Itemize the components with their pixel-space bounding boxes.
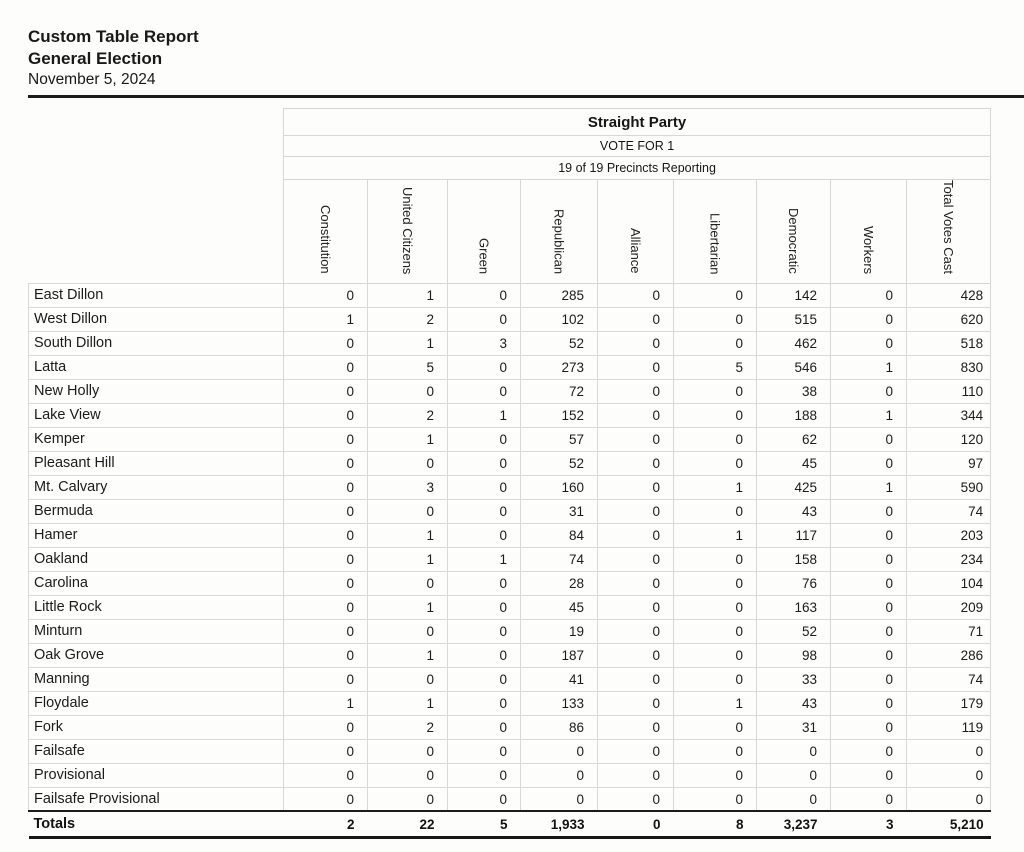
column-header-green bbox=[448, 180, 521, 284]
vote-count-cell: 0 bbox=[284, 619, 368, 643]
vote-count-cell: 0 bbox=[284, 499, 368, 523]
vote-count-cell: 0 bbox=[598, 643, 674, 667]
vote-count-cell: 0 bbox=[598, 355, 674, 379]
vote-count-cell: 1 bbox=[448, 403, 521, 427]
vote-count-cell: 0 bbox=[368, 787, 448, 811]
vote-count-cell: 0 bbox=[757, 763, 831, 787]
vote-count-cell: 462 bbox=[757, 331, 831, 355]
vote-count-cell: 0 bbox=[448, 691, 521, 715]
vote-count-cell: 1 bbox=[674, 691, 757, 715]
vote-count-cell: 43 bbox=[757, 499, 831, 523]
vote-count-cell: 0 bbox=[598, 547, 674, 571]
vote-count-cell: 0 bbox=[448, 523, 521, 547]
vote-count-cell: 188 bbox=[757, 403, 831, 427]
table-row bbox=[29, 547, 991, 571]
column-header-label: Alliance bbox=[628, 228, 643, 274]
vote-count-cell: 0 bbox=[831, 523, 907, 547]
vote-count-cell: 0 bbox=[448, 379, 521, 403]
vote-count-cell: 0 bbox=[284, 379, 368, 403]
vote-count-cell: 0 bbox=[598, 571, 674, 595]
table-row bbox=[29, 307, 991, 331]
table-row bbox=[29, 667, 991, 691]
table-row bbox=[29, 403, 991, 427]
vote-count-cell: 0 bbox=[674, 283, 757, 307]
table-row bbox=[29, 595, 991, 619]
vote-count-cell: 1 bbox=[831, 403, 907, 427]
vote-count-cell: 0 bbox=[448, 643, 521, 667]
vote-count-cell: 0 bbox=[831, 451, 907, 475]
vote-count-cell: 428 bbox=[907, 283, 991, 307]
column-header-label: Libertarian bbox=[707, 212, 723, 274]
report-header bbox=[28, 26, 199, 91]
report-subtitle: General Election bbox=[28, 49, 163, 69]
vote-count-cell: 0 bbox=[521, 763, 598, 787]
vote-count-cell: 3 bbox=[368, 475, 448, 499]
vote-count-cell: 31 bbox=[521, 499, 598, 523]
vote-count-cell: 0 bbox=[674, 379, 757, 403]
vote-count-cell: 2 bbox=[368, 715, 448, 739]
vote-count-cell: 0 bbox=[368, 499, 448, 523]
vote-count-cell: 0 bbox=[368, 451, 448, 475]
vote-count-cell: 0 bbox=[448, 763, 521, 787]
precinct-name: Floydale bbox=[29, 691, 284, 715]
vote-count-cell: 0 bbox=[674, 739, 757, 763]
vote-count-cell: 0 bbox=[674, 331, 757, 355]
table-row bbox=[29, 475, 991, 499]
precinct-name: Kemper bbox=[29, 427, 284, 451]
vote-count-cell: 0 bbox=[598, 667, 674, 691]
precinct-name: Pleasant Hill bbox=[29, 451, 284, 475]
vote-count-cell: 425 bbox=[757, 475, 831, 499]
vote-count-cell: 2 bbox=[368, 403, 448, 427]
totals-value: 5,210 bbox=[907, 811, 991, 837]
vote-count-cell: 57 bbox=[521, 427, 598, 451]
vote-count-cell: 72 bbox=[521, 379, 598, 403]
vote-count-cell: 0 bbox=[521, 739, 598, 763]
vote-count-cell: 0 bbox=[284, 523, 368, 547]
precinct-name: Mt. Calvary bbox=[29, 475, 284, 499]
vote-for-label: VOTE FOR 1 bbox=[284, 136, 991, 157]
vote-count-cell: 1 bbox=[831, 355, 907, 379]
vote-count-cell: 0 bbox=[284, 283, 368, 307]
vote-count-cell: 0 bbox=[831, 307, 907, 331]
vote-count-cell: 163 bbox=[757, 595, 831, 619]
vote-count-cell: 0 bbox=[284, 547, 368, 571]
vote-count-cell: 0 bbox=[598, 427, 674, 451]
straight-party-results-table bbox=[28, 108, 991, 839]
column-header-workers bbox=[831, 180, 907, 284]
vote-count-cell: 1 bbox=[284, 307, 368, 331]
precinct-name: Failsafe Provisional bbox=[29, 787, 284, 811]
vote-count-cell: 0 bbox=[831, 691, 907, 715]
vote-count-cell: 0 bbox=[598, 523, 674, 547]
vote-count-cell: 117 bbox=[757, 523, 831, 547]
vote-count-cell: 0 bbox=[448, 355, 521, 379]
vote-count-cell: 1 bbox=[831, 475, 907, 499]
precinct-name: Oak Grove bbox=[29, 643, 284, 667]
vote-count-cell: 33 bbox=[757, 667, 831, 691]
precinct-name: New Holly bbox=[29, 379, 284, 403]
table-row bbox=[29, 379, 991, 403]
vote-count-cell: 0 bbox=[674, 499, 757, 523]
precinct-name: Fork bbox=[29, 715, 284, 739]
vote-count-cell: 0 bbox=[674, 307, 757, 331]
vote-count-cell: 152 bbox=[521, 403, 598, 427]
blank-corner-cell bbox=[29, 136, 284, 157]
vote-count-cell: 0 bbox=[598, 763, 674, 787]
vote-count-cell: 38 bbox=[757, 379, 831, 403]
column-header-total-votes-cast bbox=[907, 180, 991, 284]
vote-count-cell: 0 bbox=[368, 619, 448, 643]
totals-value: 22 bbox=[368, 811, 448, 837]
precinct-name: Lake View bbox=[29, 403, 284, 427]
vote-count-cell: 0 bbox=[598, 499, 674, 523]
vote-count-cell: 0 bbox=[448, 307, 521, 331]
vote-count-cell: 546 bbox=[757, 355, 831, 379]
precinct-name: Oakland bbox=[29, 547, 284, 571]
vote-count-cell: 0 bbox=[284, 595, 368, 619]
vote-count-cell: 5 bbox=[368, 355, 448, 379]
vote-count-cell: 5 bbox=[674, 355, 757, 379]
vote-count-cell: 0 bbox=[831, 427, 907, 451]
vote-count-cell: 209 bbox=[907, 595, 991, 619]
vote-count-cell: 0 bbox=[674, 595, 757, 619]
vote-count-cell: 0 bbox=[448, 595, 521, 619]
vote-count-cell: 0 bbox=[831, 571, 907, 595]
vote-count-cell: 0 bbox=[284, 403, 368, 427]
vote-count-cell: 41 bbox=[521, 667, 598, 691]
vote-count-cell: 0 bbox=[674, 715, 757, 739]
vote-count-cell: 119 bbox=[907, 715, 991, 739]
column-header-libertarian bbox=[674, 180, 757, 284]
precinct-name: Carolina bbox=[29, 571, 284, 595]
vote-count-cell: 1 bbox=[368, 643, 448, 667]
precinct-name: South Dillon bbox=[29, 331, 284, 355]
totals-label: Totals bbox=[29, 811, 284, 837]
vote-count-cell: 0 bbox=[598, 451, 674, 475]
column-header-label: Democratic bbox=[786, 208, 801, 274]
table-row bbox=[29, 787, 991, 811]
vote-count-cell: 84 bbox=[521, 523, 598, 547]
vote-count-cell: 1 bbox=[368, 523, 448, 547]
column-header-republican bbox=[521, 180, 598, 284]
vote-count-cell: 0 bbox=[831, 763, 907, 787]
vote-count-cell: 0 bbox=[284, 739, 368, 763]
totals-value: 3 bbox=[831, 811, 907, 837]
vote-count-cell: 1 bbox=[368, 595, 448, 619]
table-row bbox=[29, 643, 991, 667]
vote-count-cell: 74 bbox=[907, 499, 991, 523]
vote-count-cell: 515 bbox=[757, 307, 831, 331]
vote-count-cell: 0 bbox=[831, 619, 907, 643]
precinct-name: East Dillon bbox=[29, 283, 284, 307]
table-row bbox=[29, 739, 991, 763]
vote-count-cell: 0 bbox=[521, 787, 598, 811]
vote-count-cell: 620 bbox=[907, 307, 991, 331]
precinct-name: Provisional bbox=[29, 763, 284, 787]
vote-count-cell: 1 bbox=[674, 475, 757, 499]
totals-value: 1,933 bbox=[521, 811, 598, 837]
table-row bbox=[29, 283, 991, 307]
vote-count-cell: 104 bbox=[907, 571, 991, 595]
vote-count-cell: 0 bbox=[448, 571, 521, 595]
table-row bbox=[29, 331, 991, 355]
vote-count-cell: 0 bbox=[368, 763, 448, 787]
vote-count-cell: 0 bbox=[284, 763, 368, 787]
vote-count-cell: 0 bbox=[598, 787, 674, 811]
vote-count-cell: 0 bbox=[757, 787, 831, 811]
blank-corner-cell bbox=[29, 157, 284, 180]
vote-count-cell: 45 bbox=[757, 451, 831, 475]
vote-count-cell: 0 bbox=[598, 691, 674, 715]
vote-count-cell: 0 bbox=[448, 499, 521, 523]
column-header-constitution bbox=[284, 180, 368, 284]
table-row bbox=[29, 523, 991, 547]
table-row bbox=[29, 619, 991, 643]
vote-count-cell: 0 bbox=[598, 307, 674, 331]
vote-count-cell: 0 bbox=[284, 475, 368, 499]
precinct-name: Little Rock bbox=[29, 595, 284, 619]
table-row bbox=[29, 451, 991, 475]
column-header-label: Workers bbox=[861, 225, 876, 274]
vote-count-cell: 1 bbox=[368, 691, 448, 715]
column-header-label: Constitution bbox=[318, 205, 333, 274]
vote-count-cell: 0 bbox=[674, 403, 757, 427]
vote-count-cell: 0 bbox=[368, 571, 448, 595]
table-row bbox=[29, 571, 991, 595]
vote-count-cell: 187 bbox=[521, 643, 598, 667]
precinct-name: Manning bbox=[29, 667, 284, 691]
vote-count-cell: 0 bbox=[907, 787, 991, 811]
vote-count-cell: 31 bbox=[757, 715, 831, 739]
column-header-democratic bbox=[757, 180, 831, 284]
vote-count-cell: 203 bbox=[907, 523, 991, 547]
vote-count-cell: 0 bbox=[831, 595, 907, 619]
precinct-name: Bermuda bbox=[29, 499, 284, 523]
vote-count-cell: 62 bbox=[757, 427, 831, 451]
vote-count-cell: 0 bbox=[674, 451, 757, 475]
vote-count-cell: 133 bbox=[521, 691, 598, 715]
vote-count-cell: 0 bbox=[674, 643, 757, 667]
vote-count-cell: 0 bbox=[831, 283, 907, 307]
vote-count-cell: 590 bbox=[907, 475, 991, 499]
vote-count-cell: 0 bbox=[448, 283, 521, 307]
precinct-name: Failsafe bbox=[29, 739, 284, 763]
totals-value: 2 bbox=[284, 811, 368, 837]
vote-count-cell: 0 bbox=[448, 451, 521, 475]
vote-count-cell: 0 bbox=[598, 283, 674, 307]
contest-title: Straight Party bbox=[284, 109, 991, 136]
vote-count-cell: 1 bbox=[284, 691, 368, 715]
vote-count-cell: 285 bbox=[521, 283, 598, 307]
vote-count-cell: 0 bbox=[284, 427, 368, 451]
vote-count-cell: 1 bbox=[448, 547, 521, 571]
vote-count-cell: 142 bbox=[757, 283, 831, 307]
vote-count-cell: 86 bbox=[521, 715, 598, 739]
vote-count-cell: 0 bbox=[448, 427, 521, 451]
vote-count-cell: 76 bbox=[757, 571, 831, 595]
vote-count-cell: 45 bbox=[521, 595, 598, 619]
vote-count-cell: 102 bbox=[521, 307, 598, 331]
column-header-row bbox=[29, 180, 991, 284]
vote-count-cell: 0 bbox=[598, 331, 674, 355]
vote-count-cell: 0 bbox=[674, 571, 757, 595]
vote-count-cell: 1 bbox=[674, 523, 757, 547]
vote-count-cell: 0 bbox=[598, 739, 674, 763]
report-title: Custom Table Report bbox=[28, 27, 199, 46]
vote-count-cell: 0 bbox=[674, 547, 757, 571]
header-divider bbox=[28, 95, 1024, 98]
vote-count-cell: 273 bbox=[521, 355, 598, 379]
vote-count-cell: 1 bbox=[368, 283, 448, 307]
vote-count-cell: 179 bbox=[907, 691, 991, 715]
table-row bbox=[29, 499, 991, 523]
vote-count-cell: 0 bbox=[598, 619, 674, 643]
vote-count-cell: 0 bbox=[448, 787, 521, 811]
vote-count-cell: 0 bbox=[284, 331, 368, 355]
vote-count-cell: 0 bbox=[674, 763, 757, 787]
vote-count-cell: 0 bbox=[757, 739, 831, 763]
vote-count-cell: 52 bbox=[521, 451, 598, 475]
vote-count-cell: 0 bbox=[284, 571, 368, 595]
vote-count-cell: 0 bbox=[907, 763, 991, 787]
vote-count-cell: 0 bbox=[831, 643, 907, 667]
contest-title-row bbox=[29, 109, 991, 136]
vote-count-cell: 0 bbox=[907, 739, 991, 763]
vote-count-cell: 0 bbox=[284, 787, 368, 811]
vote-count-cell: 110 bbox=[907, 379, 991, 403]
vote-count-cell: 0 bbox=[284, 667, 368, 691]
vote-count-cell: 43 bbox=[757, 691, 831, 715]
vote-count-cell: 0 bbox=[368, 379, 448, 403]
vote-count-cell: 71 bbox=[907, 619, 991, 643]
table-row bbox=[29, 763, 991, 787]
vote-count-cell: 0 bbox=[368, 739, 448, 763]
vote-count-cell: 2 bbox=[368, 307, 448, 331]
vote-count-cell: 19 bbox=[521, 619, 598, 643]
vote-count-cell: 0 bbox=[831, 499, 907, 523]
vote-count-cell: 0 bbox=[831, 715, 907, 739]
vote-count-cell: 1 bbox=[368, 427, 448, 451]
vote-count-cell: 0 bbox=[448, 739, 521, 763]
column-header-label: United Citizens bbox=[400, 186, 415, 274]
vote-count-cell: 830 bbox=[907, 355, 991, 379]
vote-count-cell: 518 bbox=[907, 331, 991, 355]
totals-value: 8 bbox=[674, 811, 757, 837]
vote-count-cell: 0 bbox=[831, 379, 907, 403]
vote-count-cell: 234 bbox=[907, 547, 991, 571]
vote-for-row bbox=[29, 136, 991, 157]
column-header-alliance bbox=[598, 180, 674, 284]
vote-count-cell: 0 bbox=[448, 715, 521, 739]
table-row bbox=[29, 691, 991, 715]
column-header-label: Republican bbox=[551, 208, 567, 274]
vote-count-cell: 0 bbox=[284, 643, 368, 667]
vote-count-cell: 0 bbox=[598, 475, 674, 499]
totals-value: 3,237 bbox=[757, 811, 831, 837]
vote-count-cell: 0 bbox=[448, 667, 521, 691]
vote-count-cell: 0 bbox=[598, 595, 674, 619]
vote-count-cell: 0 bbox=[368, 667, 448, 691]
column-header-united-citizens bbox=[368, 180, 448, 284]
totals-value: 5 bbox=[448, 811, 521, 837]
precinct-name: Hamer bbox=[29, 523, 284, 547]
vote-count-cell: 0 bbox=[598, 379, 674, 403]
vote-count-cell: 0 bbox=[448, 475, 521, 499]
vote-count-cell: 158 bbox=[757, 547, 831, 571]
vote-count-cell: 28 bbox=[521, 571, 598, 595]
vote-count-cell: 344 bbox=[907, 403, 991, 427]
totals-row bbox=[29, 811, 991, 837]
table-row bbox=[29, 715, 991, 739]
vote-count-cell: 1 bbox=[368, 547, 448, 571]
precinct-name: Latta bbox=[29, 355, 284, 379]
vote-count-cell: 160 bbox=[521, 475, 598, 499]
report-date: November 5, 2024 bbox=[28, 71, 156, 89]
vote-count-cell: 0 bbox=[674, 427, 757, 451]
precincts-reporting-row bbox=[29, 157, 991, 180]
vote-count-cell: 0 bbox=[831, 331, 907, 355]
precinct-name: Minturn bbox=[29, 619, 284, 643]
vote-count-cell: 97 bbox=[907, 451, 991, 475]
vote-count-cell: 3 bbox=[448, 331, 521, 355]
table-row bbox=[29, 427, 991, 451]
vote-count-cell: 286 bbox=[907, 643, 991, 667]
vote-count-cell: 98 bbox=[757, 643, 831, 667]
vote-count-cell: 0 bbox=[284, 715, 368, 739]
vote-count-cell: 0 bbox=[598, 403, 674, 427]
vote-count-cell: 52 bbox=[757, 619, 831, 643]
vote-count-cell: 74 bbox=[907, 667, 991, 691]
vote-count-cell: 52 bbox=[521, 331, 598, 355]
vote-count-cell: 0 bbox=[831, 787, 907, 811]
vote-count-cell: 0 bbox=[674, 619, 757, 643]
vote-count-cell: 0 bbox=[831, 667, 907, 691]
vote-count-cell: 0 bbox=[674, 787, 757, 811]
vote-count-cell: 0 bbox=[284, 355, 368, 379]
precincts-reporting-label: 19 of 19 Precincts Reporting bbox=[284, 157, 991, 180]
table-row bbox=[29, 355, 991, 379]
vote-count-cell: 0 bbox=[598, 715, 674, 739]
column-header-label: Total Votes Cast bbox=[941, 180, 957, 274]
blank-corner-cell bbox=[29, 109, 284, 136]
vote-count-cell: 120 bbox=[907, 427, 991, 451]
column-header-label: Green bbox=[476, 237, 492, 274]
vote-count-cell: 0 bbox=[448, 619, 521, 643]
totals-value: 0 bbox=[598, 811, 674, 837]
vote-count-cell: 0 bbox=[831, 547, 907, 571]
vote-count-cell: 74 bbox=[521, 547, 598, 571]
blank-corner-cell bbox=[29, 180, 284, 284]
precinct-name: West Dillon bbox=[29, 307, 284, 331]
vote-count-cell: 0 bbox=[831, 739, 907, 763]
vote-count-cell: 0 bbox=[284, 451, 368, 475]
vote-count-cell: 0 bbox=[674, 667, 757, 691]
vote-count-cell: 1 bbox=[368, 331, 448, 355]
